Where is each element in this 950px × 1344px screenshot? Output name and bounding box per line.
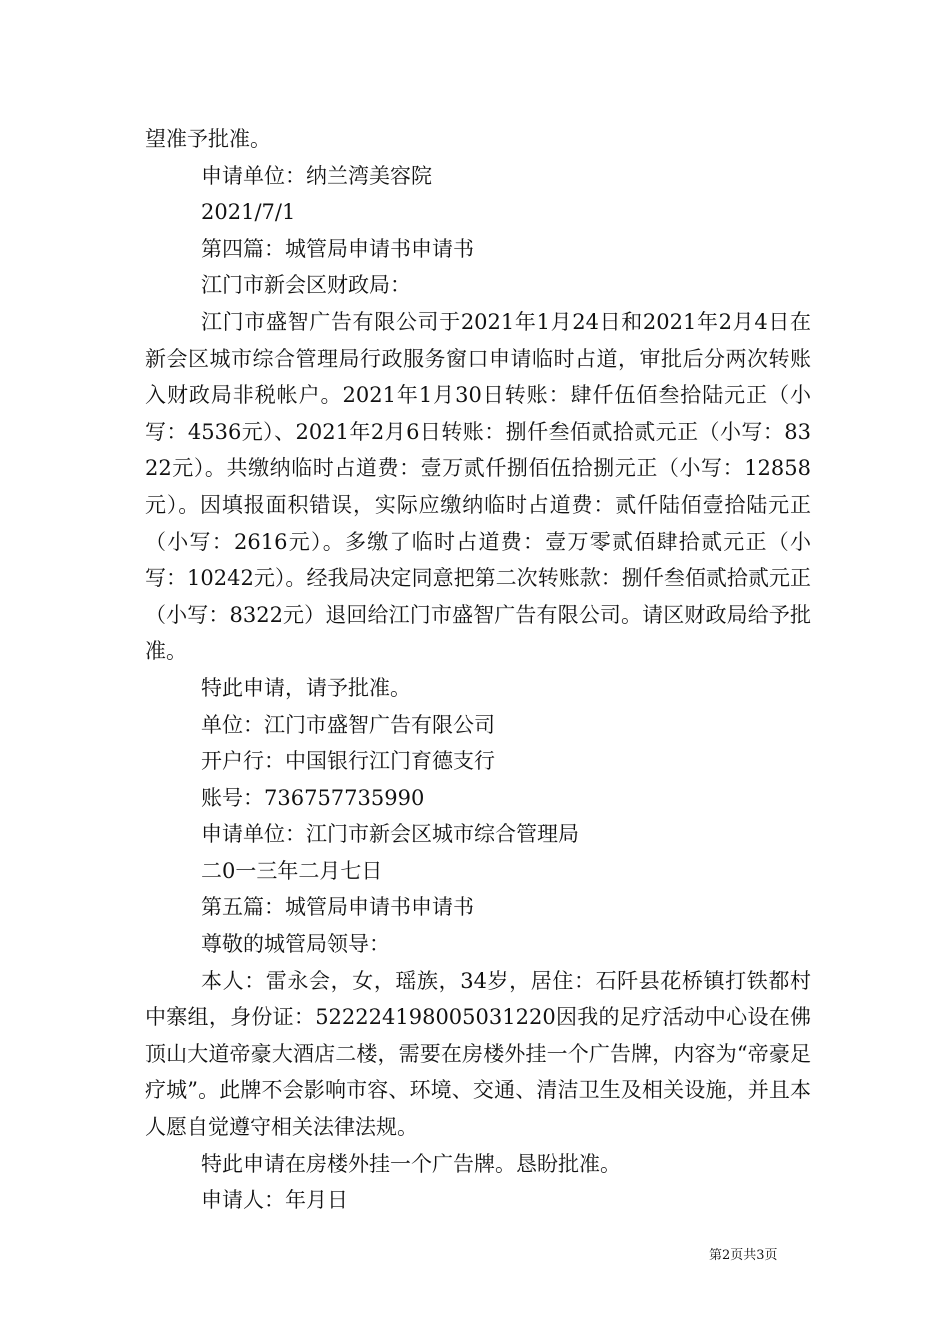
section-4-title: 第四篇：城管局申请书申请书 — [201, 236, 474, 261]
closing-4: 特此申请，请予批准。 — [201, 675, 411, 700]
section-5-title: 第五篇：城管局申请书申请书 — [201, 895, 474, 920]
continuation-line: 望准予批准。 — [145, 127, 271, 151]
unit-4: 单位：江门市盛智广告有限公司 — [201, 712, 495, 737]
body-paragraph-4: 江门市盛智广告有限公司于2021年1月24日和2021年2月4日在新会区城市综合管理局行政服务窗口申请临时占道，审批后分两次转账入财政局非税帐户。2021年1月30日转账：肆仟伍佰叁拾陆元正（小写：4536元）、2021年2月6日转账：捌仟叁佰贰拾贰元正（小写：8322元）。共缴纳临时占道费：壹万贰仟捌佰伍拾捌元正（小写：12858元）。因填报面积错误，实际应缴纳临时占道费：贰仟陆佰壹拾陆元正（小写：2616元）。多缴了临时占道费：壹万零贰佰肆拾贰元正（小写：10242元）。经我局决定同意把第二次转账款：捌仟叁佰贰拾贰元正（小写：8322元）退回给江门市盛智广告有限公司。请区财政局给予批准。 — [145, 309, 811, 664]
salutation-5: 尊敬的城管局领导： — [201, 932, 390, 957]
applicant-5: 申请人：年月日 — [201, 1188, 348, 1213]
date-1: 2021/7/1 — [201, 200, 296, 225]
page-indicator: 第2页共3页 — [709, 1248, 778, 1263]
body-paragraph-5: 本人：雷永会，女，瑶族，34岁，居住：石阡县花桥镇打铁都村中寨组，身份证：522224198005031220因我的足疗活动中心设在佛顶山大道帝豪大酒店二楼，需要在房楼外挂一个广告牌，内容为“帝豪足疗城”。此牌不会影响市容、环境、交通、清洁卫生及相关设施，并且本人愿自觉遵守相关法律法规。 — [145, 968, 811, 1140]
document-body — [145, 121, 811, 1219]
closing-5: 特此申请在房楼外挂一个广告牌。恳盼批准。 — [201, 1151, 621, 1176]
bank-4: 开户行：中国银行江门育德支行 — [201, 749, 495, 774]
salutation-4: 江门市新会区财政局： — [201, 273, 411, 298]
applicant-unit-4: 申请单位：江门市新会区城市综合管理局 — [201, 822, 579, 847]
applicant-unit-1: 申请单位：纳兰湾美容院 — [201, 163, 432, 188]
date-4: 二0一三年二月七日 — [201, 858, 383, 883]
account-4: 账号：736757735990 — [201, 785, 425, 810]
